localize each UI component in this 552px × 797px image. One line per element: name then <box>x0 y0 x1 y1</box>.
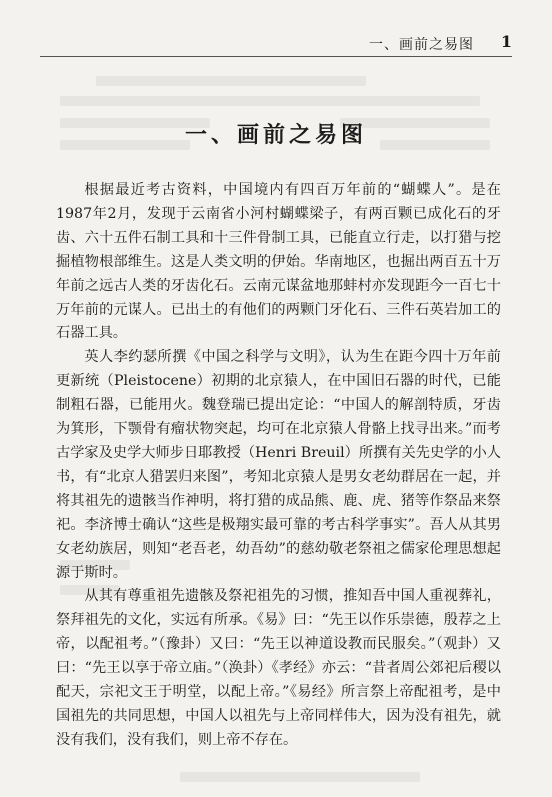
running-header <box>40 26 512 57</box>
body-text <box>56 179 501 753</box>
paragraph: 从其有尊重祖先遗骸及祭祀祖先的习惯，推知吾中国人重视葬礼，祭拜祖先的文化，实远有所承。《易》曰：“先王以作乐崇德，殷荐之上帝，以配祖考。”（豫卦）又曰：“先王以神道设教而民服矣。”（观卦）又曰：“先王以享于帝立庙。”（涣卦）《孝经》亦云：“昔者周公郊祀后稷以配天，宗祀文王于明堂，以配上帝。”《易经》所言祭上帝配祖考，是中国祖先的共同思想，中国人以祖先与上帝同样伟大，因为没有祖先，就没有我们，没有我们，则上帝不存在。 <box>56 588 501 748</box>
paragraph: 英人李约瑟所撰《中国之科学与文明》，认为生在距今四十万年前更新统（Pleistocene）初期的北京猿人，在中国旧石器的时代，已能制粗石器，已能用火。魏登瑞已提出定论：“中国人的解剖特质，牙齿为箕形，下颚骨有瘤状物突起，均可在北京猿人骨骼上找寻出来。”而考古学家及史学大师步日耶教授（Henri Breuil）所撰有关先史学的小人书，有“北京人猎罢归来图”，考知北京猿人是男女老幼群居在一起，并将其祖先的遗骸当作神明，将打猎的成品熊、鹿、虎、猪等作祭品来祭祀。李济博士确认“这些是极翔实最可靠的考古科学事实”。吾人从其男女老幼族居，则知“老吾老，幼吾幼”的慈幼敬老祭祖之儒家伦理思想起源于斯时。 <box>56 349 501 581</box>
paragraph: 根据最近考古资料，中国境内有四百万年前的“蝴蝶人”。是在1987年2月，发现于云南省小河村蝴蝶梁子，有两百颗已成化石的牙齿、六十五件石制工具和十三件骨制工具，已能直立行走，以打猎与挖掘植物根部维生。这是人类文明的伊始。华南地区，也掘出两百五十万年前之远古人类的牙齿化石。云南元谋盆地那蚌村亦发现距今一百七十万年前的元谋人。已出土的有他们的两颗门牙化石、三件石英岩加工的石器工具。 <box>56 182 501 342</box>
page-number: 1 <box>500 32 512 51</box>
running-title: 一、画前之易图 <box>369 37 474 53</box>
chapter-title: 一、画前之易图 <box>184 123 367 148</box>
